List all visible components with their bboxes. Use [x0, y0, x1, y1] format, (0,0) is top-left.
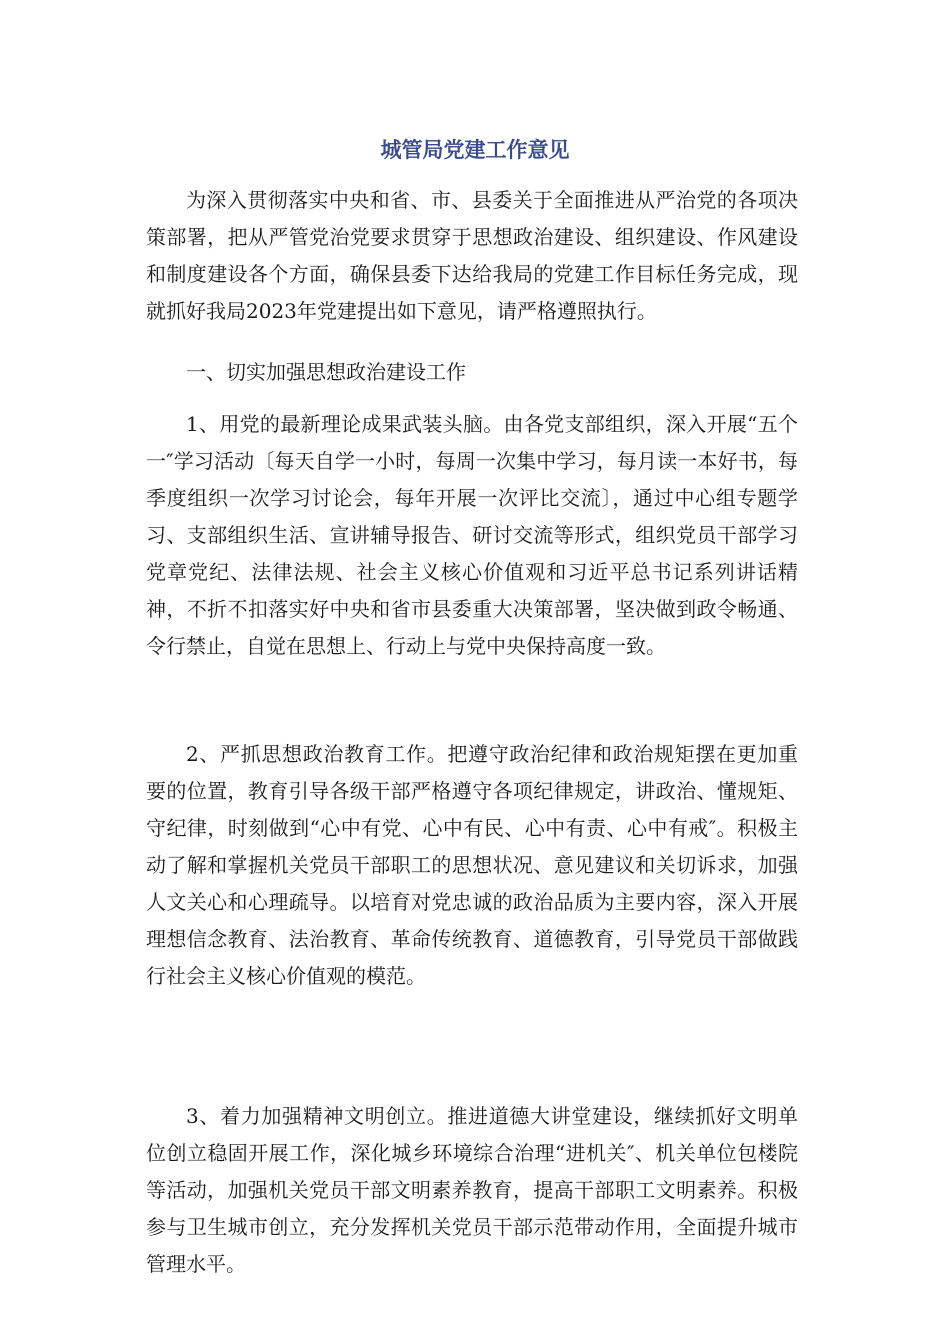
paragraph-3: 3、着力加强精神文明创立。推进道德大讲堂建设，继续抓好文明单位创立稳固开展工作，深化城乡环境综合治理“进机关″、机关单位包楼院等活动，加强机关党员干部文明素养教育，提高干部职工文明素养。积极参与卫生城市创立，充分发挥机关党员干部示范带动作用，全面提升城市管理水平。 — [146, 1104, 798, 1276]
intro-paragraph: 为深入贯彻落实中央和省、市、县委关于全面推进从严治党的各项决策部署，把从严管党治党要求贯穿于思想政治建设、组织建设、作风建设和制度建设各个方面，确保县委下达给我局的党建工作目标任务完成，现就抓好我局2023年党建提出如下意见，请严格遵照执行。 — [146, 188, 798, 323]
section-heading: 一、切实加强思想政治建设工作 — [186, 360, 466, 384]
paragraph-1: 1、用党的最新理论成果武装头脑。由各党支部组织，深入开展“五个一″学习活动〔每天自学一小时，每周一次集中学习，每月读一本好书，每季度组织一次学习讨论会，每年开展一次评比交流〕，通过中心组专题学习、支部组织生活、宣讲辅导报告、研讨交流等形式，组织党员干部学习党章党纪、法律法规、社会主义核心价值观和习近平总书记系列讲话精神，不折不扣落实好中央和省市县委重大决策部署，坚决做到政令畅通、令行禁止，自觉在思想上、行动上与党中央保持高度一致。 — [146, 412, 798, 658]
paragraph-2: 2、严抓思想政治教育工作。把遵守政治纪律和政治规矩摆在更加重要的位置，教育引导各级干部严格遵守各项纪律规定，讲政治、懂规矩、守纪律，时刻做到“心中有党、心中有民、心中有责、心中有戒″。积极主动了解和掌握机关党员干部职工的思想状况、意见建议和关切诉求，加强人文关心和心理疏导。以培育对党忠诚的政治品质为主要内容，深入开展理想信念教育、法治教育、革命传统教育、道德教育，引导党员干部做践行社会主义核心价值观的模范。 — [146, 742, 798, 988]
document-title: 城管局党建工作意见 — [380, 138, 570, 162]
